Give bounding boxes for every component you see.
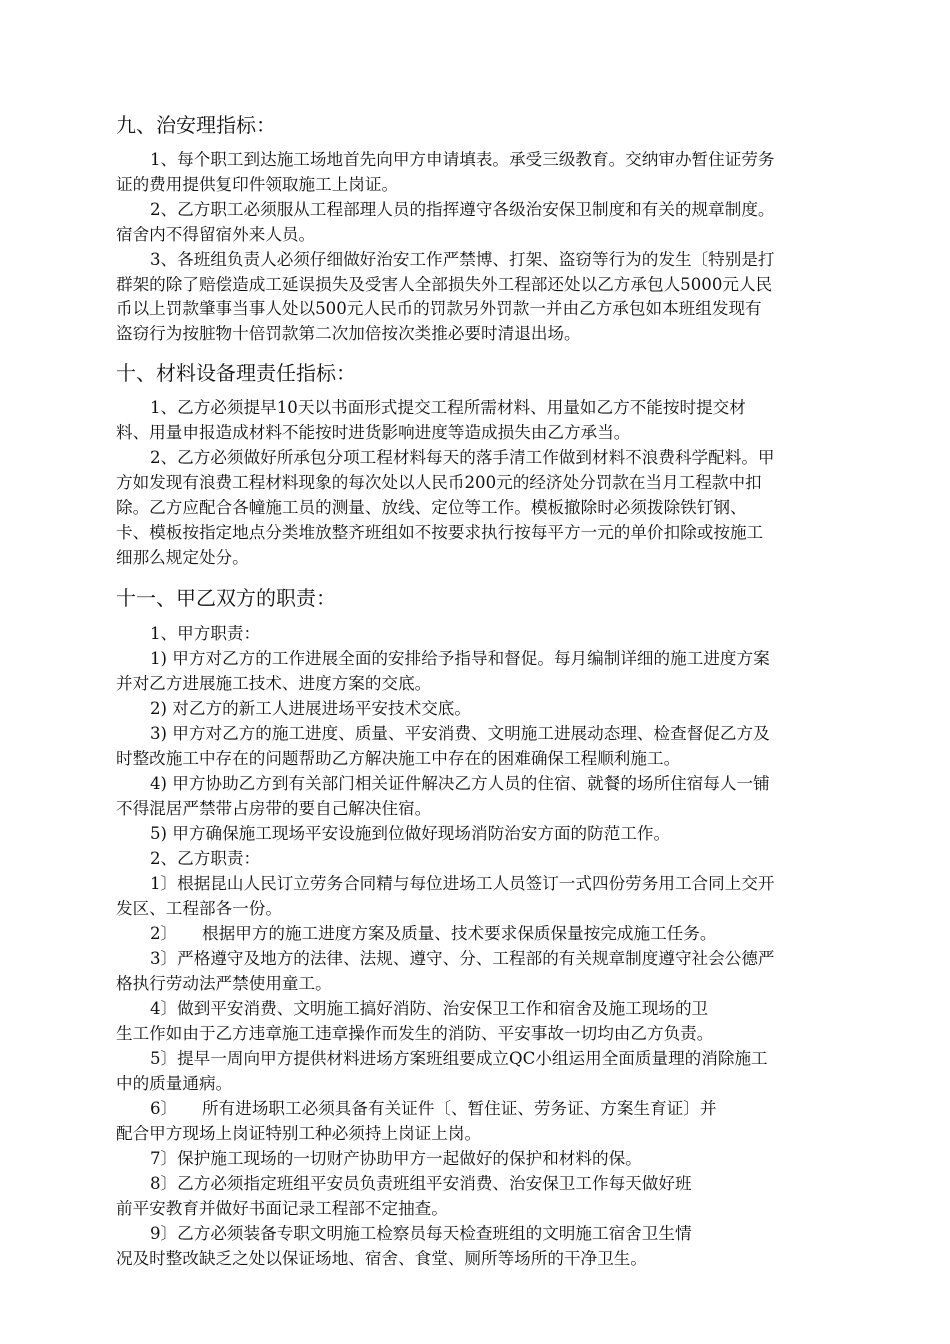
paragraph-line: 8〕乙方必须指定班组平安员负责班组平安消费、治安保卫工作每天做好班	[150, 1174, 692, 1193]
paragraph-line: 方如发现有浪费工程材料现象的每次处以人民币200元的经济处分罚款在当月工程款中扣	[116, 473, 762, 492]
paragraph-line: 2、乙方职责：	[150, 849, 261, 868]
paragraph-line: 中的质量通病。	[116, 1074, 233, 1093]
paragraph-line: 3〕严格遵守及地方的法律、法规、遵守、分、工程部的有关规章制度遵守社会公德严	[150, 949, 775, 968]
section-heading-9: 九、治安理指标：	[116, 113, 276, 137]
section-heading-11: 十一、甲乙双方的职责：	[116, 586, 336, 610]
paragraph-line: 宿舍内不得留宿外来人员。	[116, 225, 316, 244]
paragraph-line: 4〕做到平安消费、文明施工搞好消防、治安保卫工作和宿舍及施工现场的卫	[150, 999, 709, 1018]
paragraph-line: 3) 甲方对乙方的施工进度、质量、平安消费、文明施工进展动态理、检查督促乙方及	[150, 724, 770, 743]
paragraph-line: 2、乙方职工必须服从工程部理人员的指挥遵守各级治安保卫制度和有关的规章制度。	[150, 200, 775, 219]
paragraph-line: 9〕乙方必须装备专职文明施工检察员每天检查班组的文明施工宿舍卫生情	[150, 1224, 692, 1243]
paragraph-line: 并对乙方进展施工技术、进度方案的交底。	[116, 674, 432, 693]
paragraph-line: 料、用量申报造成材料不能按时进货影响进度等造成损失由乙方承当。	[116, 423, 631, 442]
paragraph-line: 6〕 所有进场职工必须具备有关证件〔、暂住证、劳务证、方案生育证〕并	[150, 1099, 717, 1118]
paragraph-line: 1〕根据昆山人民订立劳务合同精与每位进场工人员签订一式四份劳务用工合同上交开	[150, 874, 775, 893]
paragraph-line: 1、乙方必须提早10天以书面形式提交工程所需材料、用量如乙方不能按时提交材	[150, 398, 746, 417]
paragraph-line: 7〕保护施工现场的一切财产协助甲方一起做好的保护和材料的保。	[150, 1149, 642, 1168]
section-heading-10: 十、材料设备理责任指标：	[116, 361, 356, 385]
paragraph-line: 1) 甲方对乙方的工作进展全面的安排给予指导和督促。每月编制详细的施工进度方案	[150, 649, 770, 668]
paragraph-line: 群架的除了赔偿造成工延误损失及受害人全部损失外工程部还处以乙方承包人5000元人民	[116, 275, 773, 294]
paragraph-line: 配合甲方现场上岗证特别工种必须持上岗证上岗。	[116, 1124, 482, 1143]
paragraph-line: 3、各班组负责人必须仔细做好治安工作严禁博、打架、盗窃等行为的发生〔特别是打	[150, 250, 775, 269]
paragraph-line: 2、乙方必须做好所承包分项工程材料每天的落手清工作做到材料不浪费科学配料。甲	[150, 448, 775, 467]
paragraph-line: 币以上罚款肇事当事人处以500元人民币的罚款另外罚款一并由乙方承包如本班组发现有	[116, 299, 762, 318]
paragraph-line: 生工作如由于乙方违章施工违章操作而发生的消防、平安事故一切均由乙方负责。	[116, 1024, 714, 1043]
paragraph-line: 前平安教育并做好书面记录工程部不定抽查。	[116, 1199, 448, 1218]
paragraph-line: 5) 甲方确保施工现场平安设施到位做好现场消防治安方面的防范工作。	[150, 824, 671, 843]
paragraph-line: 4) 甲方协助乙方到有关部门相关证件解决乙方人员的住宿、就餐的场所住宿每人一铺	[150, 774, 770, 793]
paragraph-line: 卡、模板按指定地点分类堆放整齐班组如不按要求执行按每平方一元的单价扣除或按施工	[116, 523, 764, 542]
paragraph-line: 发区、工程部各一份。	[116, 899, 282, 918]
paragraph-line: 2〕 根据甲方的施工进度方案及质量、技术要求保质保量按完成施工任务。	[150, 924, 717, 943]
paragraph-line: 5〕提早一周向甲方提供材料进场方案班组要成立QC小组运用全面质量理的消除施工	[150, 1049, 768, 1068]
paragraph-line: 细那么规定处分。	[116, 548, 249, 567]
paragraph-line: 1、每个职工到达施工场地首先向甲方申请填表。承受三级教育。交纳审办暂住证劳务	[150, 150, 775, 169]
paragraph-line: 不得混居严禁带占房带的要自己解决住宿。	[116, 799, 432, 818]
paragraph-line: 盗窃行为按脏物十倍罚款第二次加倍按次类推必要时清退出场。	[116, 324, 581, 343]
paragraph-line: 2) 对乙方的新工人进展进场平安技术交底。	[150, 699, 471, 718]
paragraph-line: 格执行劳动法严禁使用童工。	[116, 974, 332, 993]
paragraph-line: 况及时整改缺乏之处以保证场地、宿舍、食堂、厕所等场所的干净卫生。	[116, 1249, 647, 1268]
paragraph-line: 时整改施工中存在的问题帮助乙方解决施工中存在的困难确保工程顺利施工。	[116, 749, 681, 768]
paragraph-line: 证的费用提供复印件领取施工上岗证。	[116, 175, 399, 194]
paragraph-line: 除。乙方应配合各幢施工员的测量、放线、定位等工作。模板撤除时必须拨除铁钉钢、	[116, 498, 747, 517]
paragraph-line: 1、甲方职责：	[150, 624, 261, 643]
